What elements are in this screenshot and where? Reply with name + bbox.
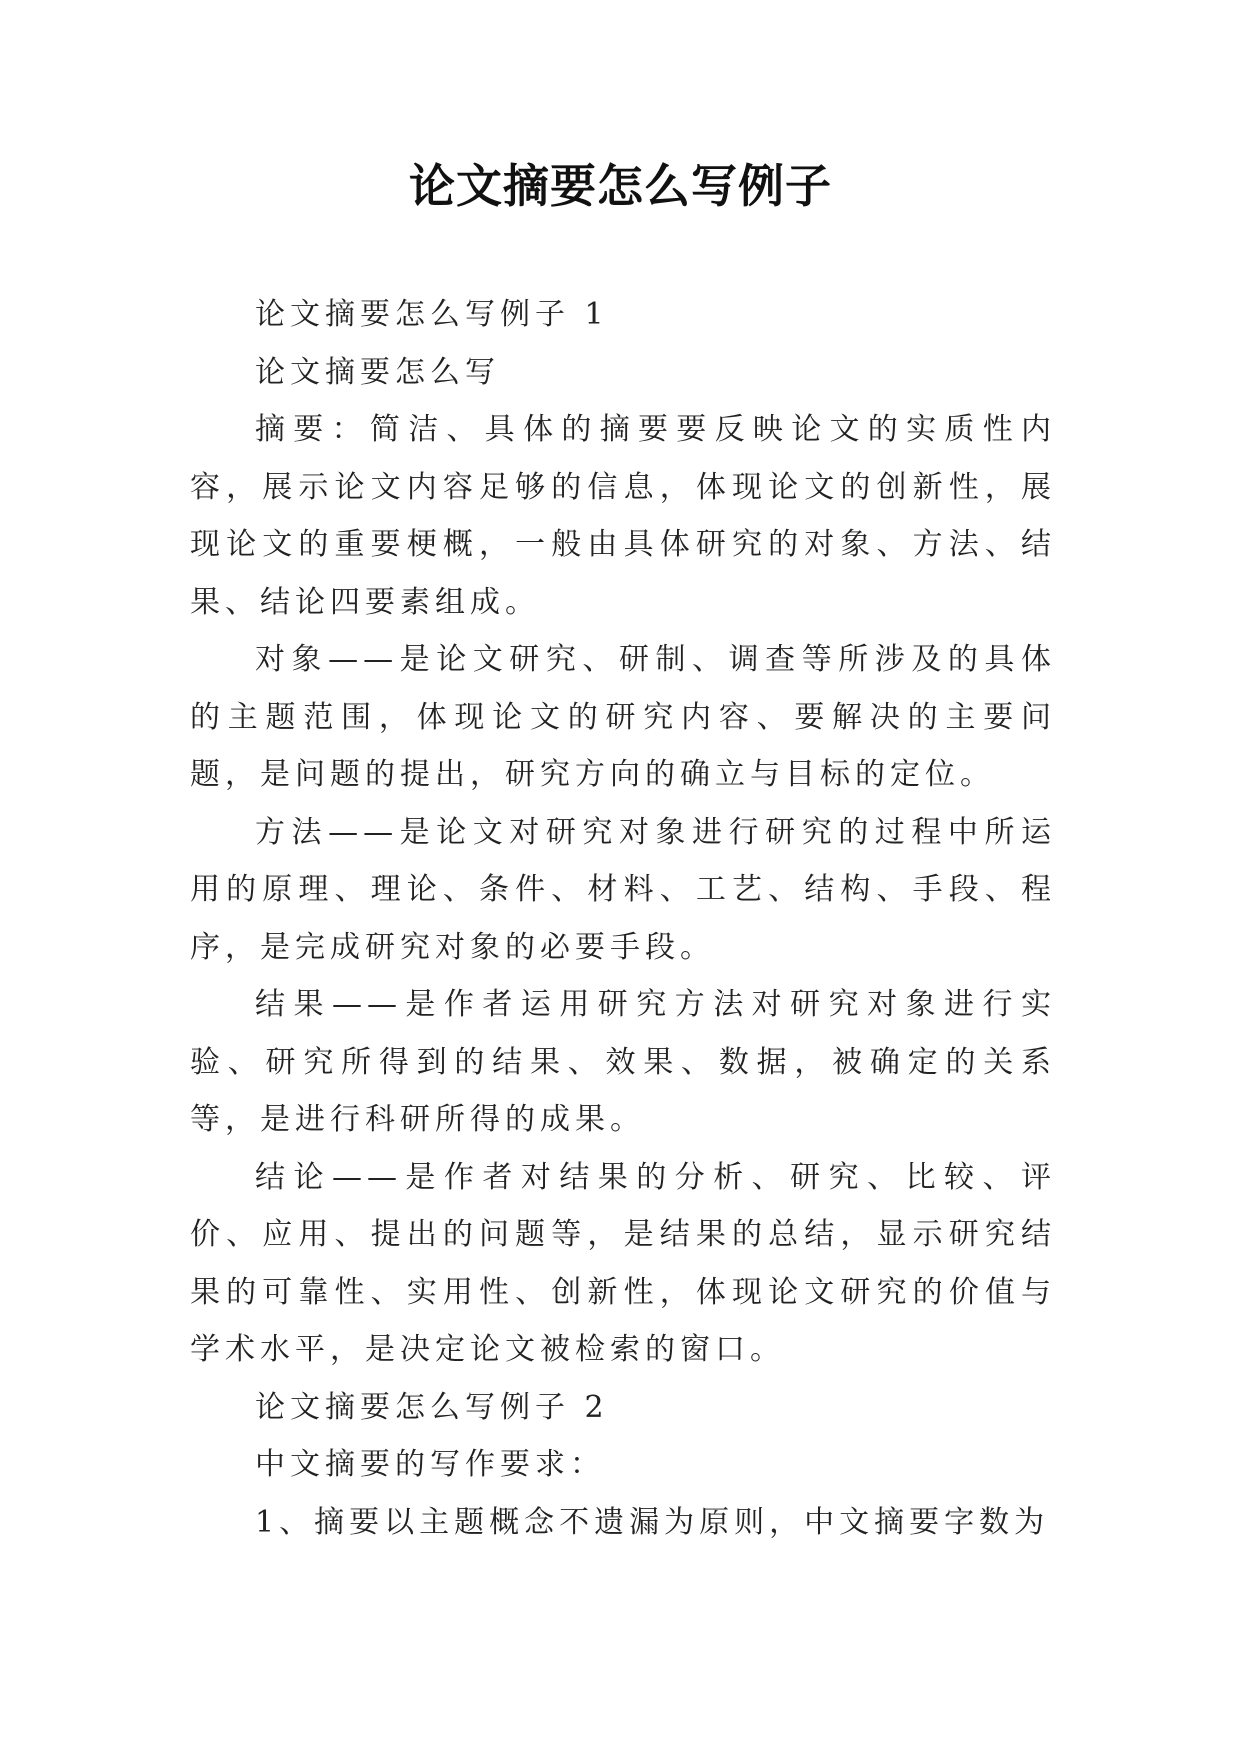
paragraph-method: 方法——是论文对研究对象进行研究的过程中所运用的原理、理论、条件、材料、工艺、结构、手段、程序，是完成研究对象的必要手段。 bbox=[190, 814, 1056, 965]
paragraph-subheading: 论文摘要怎么写 bbox=[255, 354, 500, 390]
paragraph-requirements-heading: 中文摘要的写作要求： bbox=[255, 1447, 605, 1482]
paragraph-conclusion: 结论——是作者对结果的分析、研究、比较、评价、应用、提出的问题等，是结果的总结，显示研究结果的可靠性、实用性、创新性，体现论文研究的价值与学术水平，是决定论文被检索的窗口。 bbox=[190, 1159, 1056, 1367]
paragraph-result: 结果——是作者运用研究方法对研究对象进行实验、研究所得到的结果、效果、数据，被确定的关系等，是进行科研所得的成果。 bbox=[190, 987, 1056, 1137]
document-title: 论文摘要怎么写例子 bbox=[409, 159, 832, 213]
paragraph-abstract-definition: 摘要：简洁、具体的摘要要反映论文的实质性内容，展示论文内容足够的信息，体现论文的创新性，展现论文的重要梗概，一般由具体研究的对象、方法、结果、结论四要素组成。 bbox=[190, 412, 1056, 620]
document-body bbox=[190, 286, 1056, 1551]
paragraph-requirement-1: 1、摘要以主题概念不遗漏为原则，中文摘要字数为 bbox=[255, 1504, 1050, 1540]
paragraph-object: 对象——是论文研究、研制、调查等所涉及的具体的主题范围，体现论文的研究内容、要解决的主要问题，是问题的提出，研究方向的确立与目标的定位。 bbox=[190, 642, 1056, 792]
paragraph-section-heading-1: 论文摘要怎么写例子 1 bbox=[255, 297, 609, 332]
paragraph-section-heading-2: 论文摘要怎么写例子 2 bbox=[255, 1389, 609, 1425]
